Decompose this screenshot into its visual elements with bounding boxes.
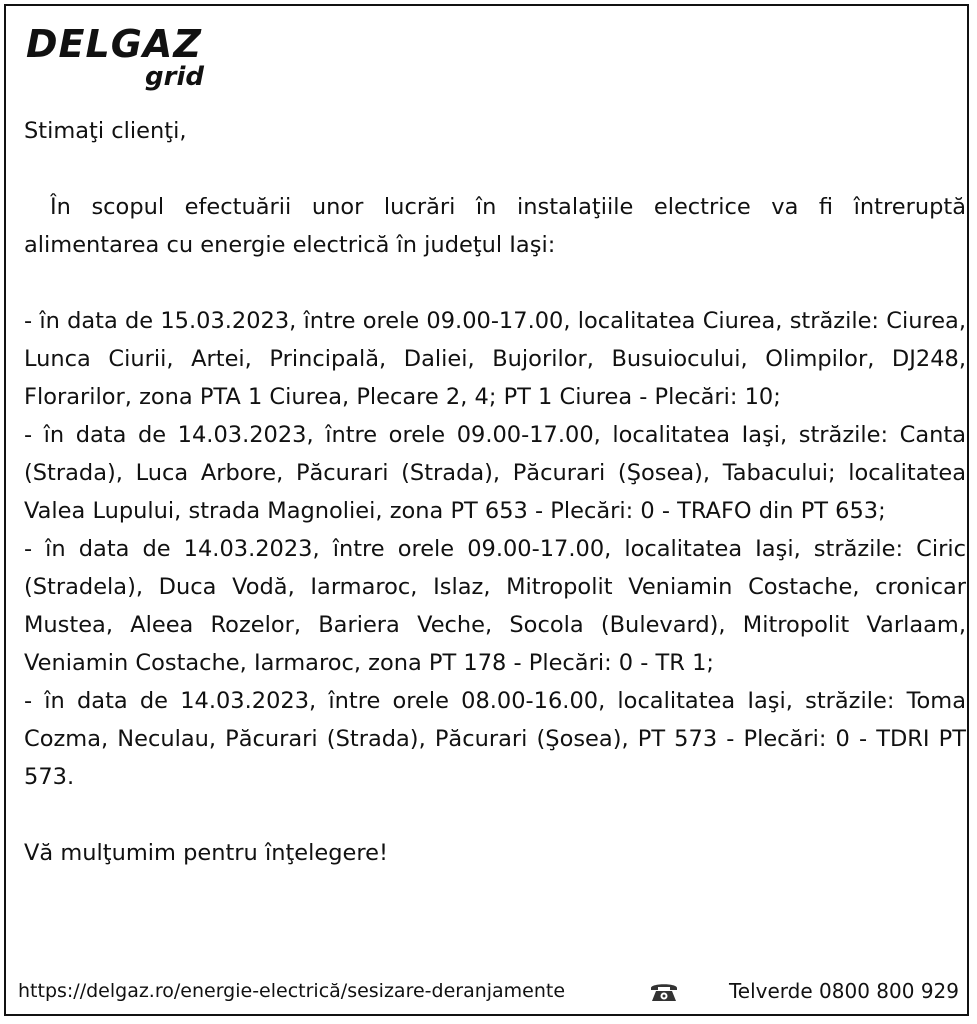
logo-wordmark: DELGAZ xyxy=(26,22,202,66)
outage-item-1: - în data de 15.03.2023, între orele 09.00-17.00, localitatea Ciurea, străzile: Ciurea, Lunca Ciurii, Artei, Principală, Daliei, Bujorilor, Busuiocului, Olimpilor, DJ248, Florarilor, zona PTA 1 Ciurea, Plecare 2, 4; PT 1 Ciurea - Plecări: 10; xyxy=(24,308,966,410)
outage-item-2: - în data de 14.03.2023, între orele 09.00-17.00, localitatea Iaşi, străzile: Canta (Strada), Luca Arbore, Păcurari (Strada), Păcurari (Şosea), Tabacului; localitatea Valea Lupului, strada Magnoliei, zona PT 653 - Plecări: 0 - TRAFO din PT 653; xyxy=(24,422,966,524)
notice-frame xyxy=(4,4,969,1016)
greeting: Stimaţi clienţi, xyxy=(24,118,187,144)
telephone-icon xyxy=(648,980,680,1004)
intro-paragraph: În scopul efectuării unor lucrări în instalaţiile electrice va fi întreruptă alimentarea cu energie electrică în judeţul Iaşi: xyxy=(24,194,966,258)
delgaz-grid-logo xyxy=(26,22,216,96)
footer-phone-number: Telverde 0800 800 929 xyxy=(728,979,959,1003)
footer-url-link[interactable]: https://delgaz.ro/energie-electrică/sesizare-deranjamente xyxy=(18,980,566,1002)
outage-item-3: - în data de 14.03.2023, între orele 09.00-17.00, localitatea Iaşi, străzile: Ciric (Stradela), Duca Vodă, Iarmaroc, Islaz, Mitropolit Veniamin Costache, cronicar Mustea, Aleea Rozelor, Bariera Veche, Socola (Bulevard), Mitropolit Varlaam, Veniamin Costache, Iarmaroc, zona PT 178 - Plecări: 0 - TR 1; xyxy=(24,536,966,676)
closing-message: Vă mulţumim pentru înţelegere! xyxy=(24,840,388,866)
logo-subtitle: grid xyxy=(145,62,204,92)
notice-body xyxy=(24,112,966,872)
outage-item-4: - în data de 14.03.2023, între orele 08.00-16.00, localitatea Iaşi, străzile: Toma Cozma, Neculau, Păcurari (Strada), Păcurari (Şosea), PT 573 - Plecări: 0 - TDRI PT 573. xyxy=(24,688,966,790)
